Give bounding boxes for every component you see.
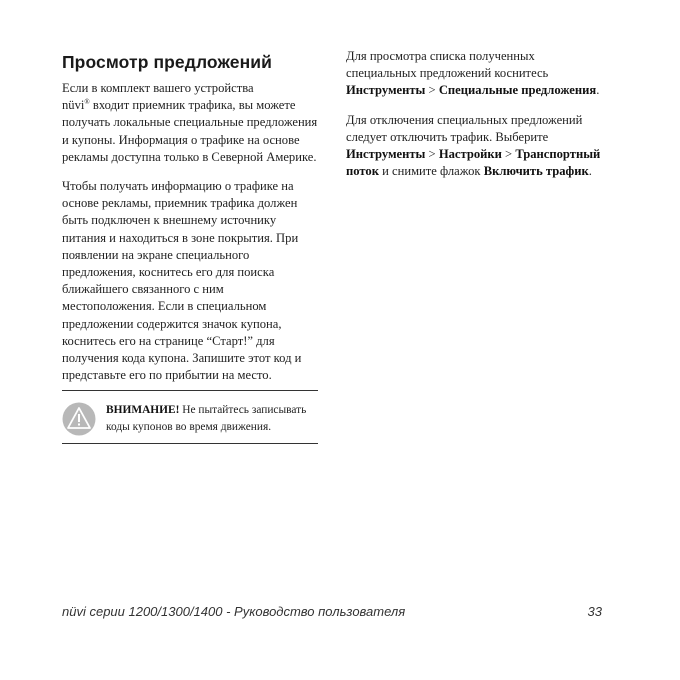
view-offers-text: Для просмотра списка полученных специальных предложений коснитесь	[346, 49, 549, 81]
warning-box	[62, 390, 318, 444]
menu-settings: Настройки	[438, 147, 502, 162]
menu-separator: >	[501, 147, 516, 162]
warning-message: Не пытайтесь записывать коды купонов во время движения.	[106, 404, 307, 434]
intro-paragraph	[62, 80, 318, 166]
intro-text-b: входит приемник трафика, вы можете получать локальные специальные предложения и купоны. Информация о трафике на основе рекламы доступна только в Северной Америке.	[62, 98, 318, 164]
sentence-end: .	[596, 83, 600, 98]
menu-separator: >	[425, 83, 439, 98]
menu-tools: Инструменты	[346, 147, 426, 162]
sentence-end: .	[588, 164, 592, 179]
menu-traffic: Транспортный поток	[346, 147, 601, 179]
footer-title: nüvi серии 1200/1300/1400 - Руководство пользователя	[62, 604, 406, 619]
disable-offers-text: Для отключения специальных предложений следует отключить трафик. Выберите	[346, 112, 583, 144]
right-column	[346, 48, 608, 192]
menu-separator: >	[425, 147, 439, 162]
menu-tools: Инструменты	[346, 83, 426, 98]
disable-offers-text-mid: и снимите флажок	[378, 164, 484, 179]
left-column	[62, 48, 318, 444]
registered-mark: ®	[84, 98, 90, 107]
page-title: Просмотр предложений	[62, 52, 272, 72]
menu-special-offers: Специальные предложения	[438, 83, 597, 98]
warning-label: ВНИМАНИЕ!	[106, 404, 180, 417]
warning-text	[106, 402, 318, 436]
page-number: 33	[587, 604, 602, 619]
warning-triangle-icon	[62, 402, 96, 436]
disable-offers-paragraph	[346, 112, 608, 181]
option-enable-traffic: Включить трафик	[483, 164, 589, 179]
view-offers-paragraph	[346, 48, 608, 100]
brand-name: nüvi	[62, 98, 85, 113]
details-paragraph: Чтобы получать информацию о трафике на основе рекламы, приемник трафика должен быть подключен к внешнему источнику питания и находиться в зоне покрытия. При появлении на экране специального предложения, коснитесь его для поиска ближайшего связанного с ним местоположения. Если в специальном предложении содержится значок купона, коснитесь его на странице “Старт!” для получения кода купона. Запишите этот код и представьте его по прибытии на место.	[62, 179, 302, 383]
intro-text-a: Если в комплект вашего устройства	[62, 81, 254, 95]
